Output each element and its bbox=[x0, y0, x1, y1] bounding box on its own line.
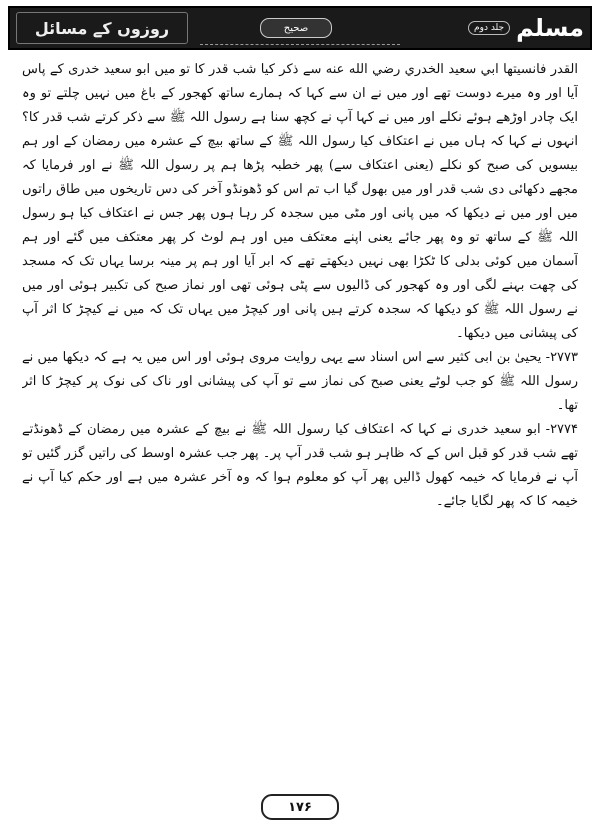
paragraph-3: ۲۷۷۴- ابو سعید خدری نے کہا کہ اعتکاف کیا رسول اللہ ﷺ نے بیچ کے عشرہ میں رمضان کے ڈھونڈتے تھے شب قدر کو قبل اس کے کہ ظاہر ہو شب قدر آپ پر۔ پھر جب عشرہ اوسط کی راتیں گزر گئیں تو آپ نے فرمایا کہ خیمہ کھول ڈالیں پھر آپ کو معلوم ہوا کہ وہ آخر عشرہ میں ہے اور حکم کیا آپ نے خیمہ کا کہ پھر لگایا جائے۔ bbox=[22, 422, 578, 509]
page-number: ۱۷۶ bbox=[261, 794, 339, 820]
volume-badge: جلد دوم bbox=[468, 21, 510, 35]
book-title: مسلم bbox=[516, 14, 584, 42]
paragraph-1: القدر فانسيتها ابي سعيد الخدري رضي الله عنه سے ذکر کیا شب قدر کا تو میں ابو سعید خدری کے پاس آیا اور وہ میرے دوست تھے اور میں نے ان سے کہا کہ ہمارے ساتھ کھجور کے باغ میں نہیں چلتے تو وہ ایک چادر اوڑھے ہوئے نکلے اور میں نے کہا آپ نے کچھ سنا ہے رسول اللہ ﷺ سے ذکر کرتے شب قدر کا؟ انہوں نے کہا کہ ہاں میں نے اعتکاف کیا رسول اللہ ﷺ کے ساتھ بیچ کے عشرہ میں رمضان کے اور ہم بیسویں کی صبح کو نکلے (یعنی اعتکاف سے) پھر خطبہ پڑھا ہم پر رسول اللہ ﷺ نے اور فرمایا کہ مجھے دکھائی دی شب قدر اور میں بھول گیا اب تم اس کو ڈھونڈو آخر کی دس تاریخوں میں طاق راتوں میں اور میں نے دیکھا کہ میں پانی اور مٹی میں سجدہ کر رہا ہوں پھر جس نے اعتکاف کیا ہو رسول اللہ ﷺ کے ساتھ تو وہ پھر جائے یعنی اپنے معتکف میں اور ہم لوٹ کر پھر معتکف میں گئے اور ہم آسمان میں کوئی بدلی کا ٹکڑا بھی نہیں دیکھتے تھے کہ ابر آیا اور ہم پر مینہ برسا یہاں تک کہ مسجد کی چھت بہنے لگی اور وہ کھجور کی ڈالیوں سے پٹی ہوئی تھی اور نماز صبح کی تکبیر ہوئی اور میں نے رسول اللہ ﷺ کو دیکھا کہ سجدہ کرتے ہیں پانی اور کیچڑ میں یہاں تک کہ میں نے کیچڑ کا اثر آپ کی پیشانی میں دیکھا۔ bbox=[22, 62, 578, 341]
page-body bbox=[22, 58, 578, 780]
section-title: روزوں کے مسائل bbox=[16, 12, 188, 44]
book-title-block bbox=[404, 12, 584, 44]
page-header bbox=[8, 6, 592, 50]
page-footer bbox=[0, 793, 600, 821]
paragraph-2: ۲۷۷۳- یحییٰ بن ابی کثیر سے اس اسناد سے یہی روایت مروی ہوئی اور اس میں یہ ہے کہ دیکھا میں نے رسول اللہ ﷺ کو جب لوٹے یعنی صبح کی نماز سے تو آپ کی پیشانی اور ناک کی نوک پر کیچڑ کا اثر تھا۔ bbox=[22, 350, 578, 413]
center-badge: صحیح bbox=[260, 18, 332, 38]
header-divider bbox=[200, 44, 400, 45]
